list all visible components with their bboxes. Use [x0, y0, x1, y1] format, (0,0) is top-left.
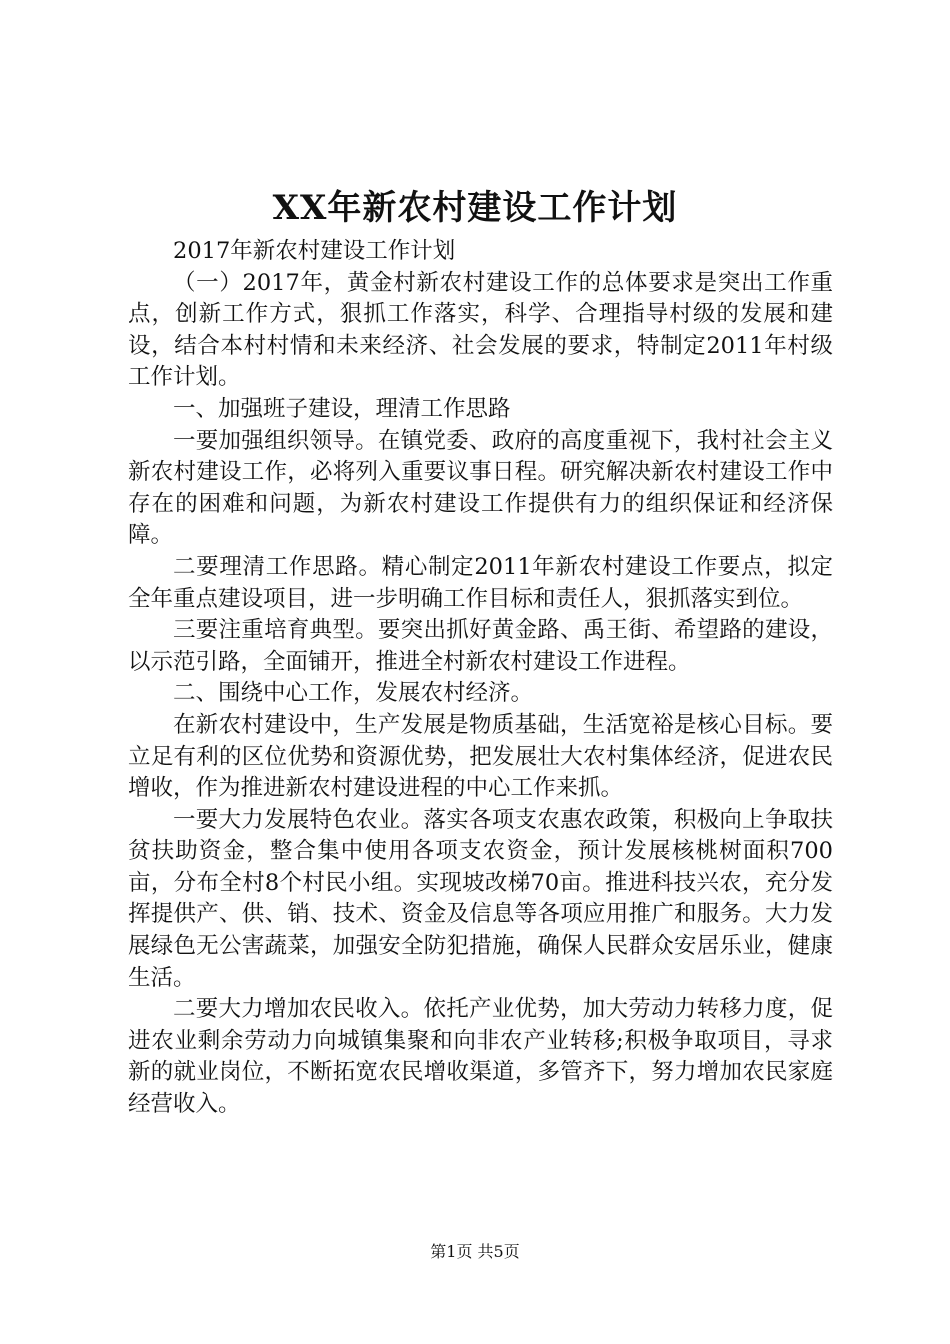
paragraph-overview: （一）2017年，黄金村新农村建设工作的总体要求是突出工作重点，创新工作方式，狠抓工作落实，科学、合理指导村级的发展和建设，结合本村村情和未来经济、社会发展的要求，特制定2011年村级工作计划。 [128, 269, 833, 391]
paragraph-subtitle: 2017年新农村建设工作计划 [173, 238, 456, 264]
paragraph-agriculture: 一要大力发展特色农业。落实各项支农惠农政策，积极向上争取扶贫扶助资金，整合集中使用各项支农资金，预计发展核桃树面积700亩，分布全村8个村民小组。实现坡改梯70亩。推进科技兴农，充分发挥提供产、供、销、技术、资金及信息等各项应用推广和服务。大力发展绿色无公害蔬菜，加强安全防犯措施，确保人民群众安居乐业，健康生活。 [128, 806, 833, 991]
page-footer: 第1页 共5页 [430, 1242, 520, 1261]
paragraph-leadership: 一要加强组织领导。在镇党委、政府的高度重视下，我村社会主义新农村建设工作，必将列入重要议事日程。研究解决新农村建设工作中存在的困难和问题，为新农村建设工作提供有力的组织保证和经济保障。 [128, 427, 833, 549]
paragraph-economy: 在新农村建设中，生产发展是物质基础，生活宽裕是核心目标。要立足有利的区位优势和资源优势，把发展壮大农村集体经济，促进农民增收，作为推进新农村建设进程的中心工作来抓。 [128, 711, 833, 802]
document-title: XX年新农村建设工作计划 [272, 188, 678, 228]
paragraph-income: 二要大力增加农民收入。依托产业优势，加大劳动力转移力度，促进农业剩余劳动力向城镇集聚和向非农产业转移;积极争取项目，寻求新的就业岗位，不断拓宽农民增收渠道，多管齐下，努力增加农民家庭经营收入。 [128, 996, 833, 1118]
paragraph-models: 三要注重培育典型。要突出抓好黄金路、禹王街、希望路的建设，以示范引路，全面铺开，推进全村新农村建设工作进程。 [128, 617, 833, 675]
paragraph-work-ideas: 二要理清工作思路。精心制定2011年新农村建设工作要点，拟定全年重点建设项目，进一步明确工作目标和责任人，狠抓落实到位。 [128, 553, 833, 612]
section-heading-1: 一、加强班子建设，理清工作思路 [173, 395, 511, 422]
document-body [128, 236, 833, 1121]
section-heading-2: 二、围绕中心工作，发展农村经济。 [173, 680, 534, 707]
